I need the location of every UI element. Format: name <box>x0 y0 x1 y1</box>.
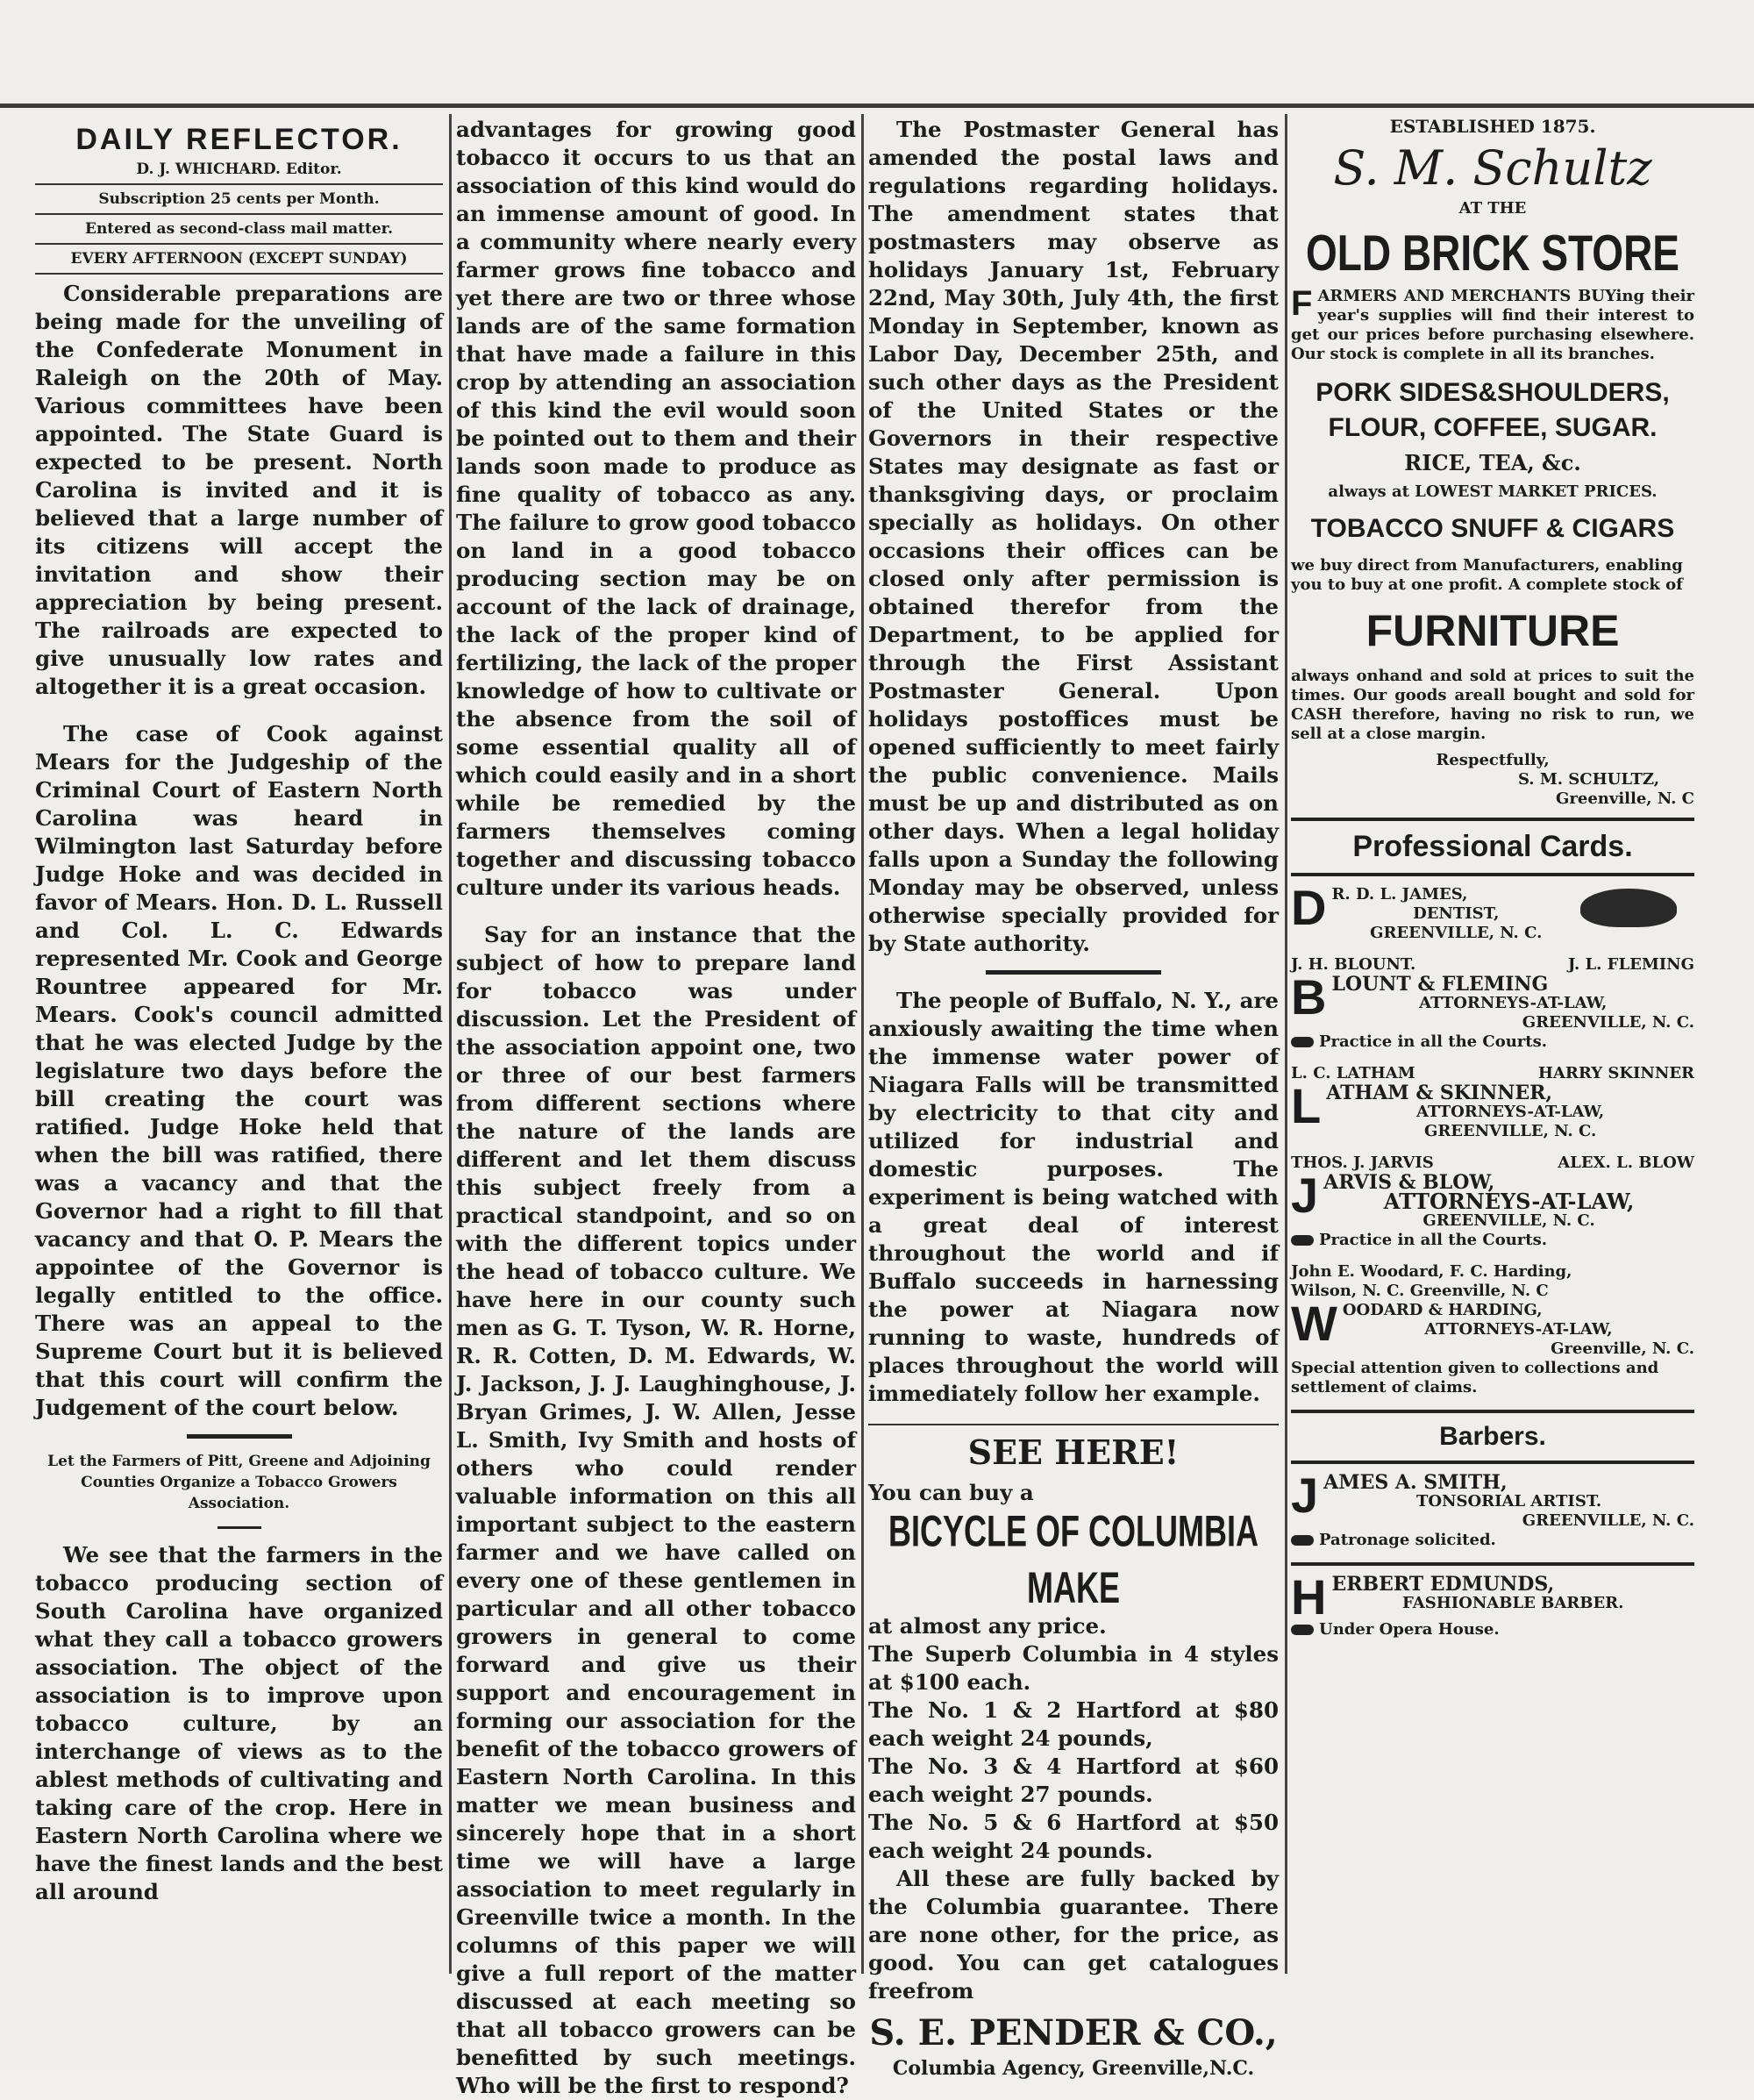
divider <box>35 183 443 185</box>
article-divider <box>187 1434 292 1439</box>
card-cap: J <box>1291 1168 1319 1223</box>
card-title: DENTIST, <box>1413 904 1500 923</box>
store-furniture: FURNITURE <box>1365 606 1620 655</box>
card-name: OODARD & HARDING, <box>1342 1301 1543 1319</box>
card-name: AMES A. SMITH, <box>1323 1471 1508 1494</box>
card-note: Special attention given to collections and settlement of claims. <box>1291 1359 1659 1396</box>
store-place: Greenville, N. C <box>1556 789 1694 808</box>
schultz-signature: S. M. Schultz <box>1333 140 1652 196</box>
professional-cards-heading: Professional Cards. <box>1352 830 1633 863</box>
column-3 <box>868 116 1279 2080</box>
pointing-hand-icon <box>1291 1235 1314 1246</box>
ad-headline: BICYCLE OF COLUMBIA MAKE <box>888 1505 1258 1613</box>
card-title: TONSORIAL ARTIST. <box>1415 1492 1602 1511</box>
card-cap: W <box>1291 1296 1337 1351</box>
store-tobacco: TOBACCO SNUFF & CIGARS <box>1310 514 1675 543</box>
article-paragraph: The people of Buffalo, N. Y., are anxiously awaiting the time when the immense water power of Niagara Falls will be transmitted by electricity to that city and utilized for industrial and domestic purposes. The experiment is being watched with a great deal of interest throughout the world and if Buffalo succeeds in harnessing the power at Niagara now running to waste, hundreds of places throughout the world will immediately follow her example. <box>868 988 1279 1406</box>
card-cap: H <box>1291 1569 1327 1625</box>
card-name: ARVIS & BLOW, <box>1323 1171 1495 1194</box>
divider <box>35 273 443 275</box>
card-partners-line: John E. Woodard, F. C. Harding, <box>1291 1262 1572 1281</box>
ad-line: The Superb Columbia in 4 styles at $100 each. <box>868 1641 1279 1695</box>
card-cap: B <box>1291 969 1327 1025</box>
store-prices: always at LOWEST MARKET PRICES. <box>1328 482 1658 501</box>
card-title: ATTORNEYS-AT-LAW, <box>1383 1189 1635 1214</box>
card-place: GREENVILLE, N. C. <box>1422 1211 1595 1230</box>
card-james <box>1291 880 1694 943</box>
section-rule <box>1291 1410 1694 1413</box>
divider <box>35 213 443 215</box>
card-partner-right: HARRY SKINNER <box>1537 1064 1694 1082</box>
ad-line: The No. 5 & 6 Hartford at $50 each weight 24 pounds. <box>868 1810 1279 1863</box>
card-cap: D <box>1291 880 1327 935</box>
article-subhead: Let the Farmers of Pitt, Greene and Adjoining Counties Organize a Tobacco Growers Association. <box>47 1453 431 1512</box>
ad-price-line: at almost any price. <box>868 1613 1107 1639</box>
store-signer: S. M. SCHULTZ, <box>1517 770 1659 789</box>
article-paragraph: The Postmaster General has amended the postal laws and regulations regarding holidays. The amendment states that postmasters may observe as holidays January 1st, February 22nd, May 30th, July 4th, the first Monday in September, known as Labor Day, December 25th, and such other days as the President of the United States or the Governors in their respective States may designate as fast or thanksgiving days, or proclaim specially as holidays. On other occasions their offices can be closed only after permission is obtained therefor from the Department, to be applied for through the First Assistant Postmaster General. Upon holidays postoffices must be opened sufficiently to meet fairly the public convenience. Mails must be up and distributed as on other days. When a legal holiday falls upon a Sunday the following Monday may be observed, unless otherwise specially provided for by State authority. <box>868 117 1279 956</box>
barbers-heading: Barbers. <box>1439 1422 1546 1451</box>
card-title: FASHIONABLE BARBER. <box>1402 1594 1624 1612</box>
card-place: GREENVILLE, N. C. <box>1423 1122 1597 1140</box>
card-note: Practice in all the Courts. <box>1319 1032 1548 1051</box>
section-rule <box>1291 1461 1694 1464</box>
card-title: ATTORNEYS-AT-LAW, <box>1416 1103 1605 1121</box>
card-name: LOUNT & FLEMING <box>1331 973 1549 996</box>
ad-intro: You can buy a <box>868 1480 1034 1505</box>
store-goods-2: FLOUR, COFFEE, SUGAR. <box>1328 413 1658 442</box>
ad-agency: Columbia Agency, Greenville,N.C. <box>892 2057 1255 2080</box>
article-paragraph: We see that the farmers in the tobacco producing section of South Carolina have organized what they call a tobacco growers association. The object of the association is to improve upon tobacco culture, by an interchange of views as to the ablest methods of cultivating and taking care of the crop. Here in Eastern North Carolina where we have the finest lands and the best all around <box>35 1542 443 1904</box>
card-partner-left: L. C. LATHAM <box>1291 1064 1415 1082</box>
ad-body: All these are fully backed by the Columbia guarantee. There are none other, for the price, as good. You can get catalogues freefrom <box>868 1866 1279 2004</box>
card-partner-left: THOS. J. JARVIS <box>1291 1154 1434 1172</box>
masthead-title: DAILY REFLECTOR. <box>75 123 403 156</box>
card-title: ATTORNEYS-AT-LAW, <box>1424 1320 1613 1339</box>
card-place: GREENVILLE, N. C. <box>1522 1511 1694 1530</box>
card-partner-left: J. H. BLOUNT. <box>1291 955 1416 974</box>
store-respectfully: Respectfully, <box>1436 751 1550 769</box>
store-intro-text: ARMERS AND MERCHANTS BUYing their year's supplies will find their interest to get our prices before purchasing elsewhere. Our stock is complete in all its branches. <box>1291 287 1694 363</box>
store-goods-1: PORK SIDES&SHOULDERS, <box>1316 378 1670 407</box>
card-smith <box>1291 1468 1694 1550</box>
article-paragraph: advantages for growing good tobacco it occurs to us that an association of this kind would do an immense amount of good. In a community where nearly every farmer grows fine tobacco and yet there are two or three whose lands are of the same formation that have made a failure in this crop by attending an association of this kind the evil would soon be pointed out to them and their lands soon made to produce as fine quality of tobacco as any. The failure to grow good tobacco on land in a good tobacco producing section may be on account of the lack of drainage, the lack of the proper kind of fertilizing, the lack of the proper knowledge of how to cultivate or the absence from the soil of some essential quality all of which could easily and in a short while be remedied by the farmers themselves coming together and discussing tobacco culture under its various heads. <box>456 117 856 900</box>
established-line: ESTABLISHED 1875. <box>1389 116 1596 137</box>
card-latham <box>1291 1064 1694 1141</box>
card-edmunds <box>1291 1569 1694 1639</box>
masthead-subscription: Subscription 25 cents per Month. <box>98 190 380 208</box>
divider <box>868 1424 1279 1425</box>
section-rule <box>1291 1562 1694 1566</box>
article-paragraph: The case of Cook against Mears for the Judgeship of the Criminal Court of Eastern North Carolina was heard in Wilmington last Saturday before Judge Hoke and was decided in favor of Mears. Hon. D. L. Russell and Col. L. C. Edwards represented Mr. Cook and George Rountree appeared for Mr. Mears. Cook's council admitted that he was elected Judge by the legislature two days before the bill creating the court was ratified. Judge Hoke held that when the bill was ratified, there was a vacancy and that the Governor had a right to fill that vacancy and that O. P. Mears the appointee of the Governor is legally entitled to the office. There was an appeal to the Supreme Court but it is believed that this court will confirm the Judgement of the court below. <box>35 721 443 1420</box>
masthead-editor: D. J. WHICHARD. Editor. <box>136 161 342 178</box>
ad-line: The No. 1 & 2 Hartford at $80 each weight 24 pounds, <box>868 1697 1279 1751</box>
article-paragraph: Considerable preparations are being made for the unveiling of the Confederate Monument in Raleigh on the 20th of May. Various committees have been appointed. The State Guard is expected to be present. North Carolina is invited and it is believed that a large number of its citizens will accept the invitation and show their appreciation by being present. The railroads are expected to give unusually low rates and altogether it is a great occasion. <box>35 281 443 699</box>
card-note: Under Opera House. <box>1319 1620 1500 1639</box>
section-rule <box>1291 818 1694 821</box>
card-partners-line: Wilson, N. C. Greenville, N. C <box>1291 1282 1549 1300</box>
card-title: ATTORNEYS-AT-LAW, <box>1419 994 1608 1012</box>
card-note: Patronage solicited. <box>1319 1531 1496 1549</box>
article-divider <box>986 970 1161 975</box>
pointing-hand-icon <box>1291 1037 1314 1047</box>
tooth-icon <box>1580 889 1677 927</box>
card-partner-right: J. L. FLEMING <box>1567 955 1694 974</box>
ad-line: The No. 3 & 4 Hartford at $60 each weight 27 pounds. <box>868 1754 1279 1807</box>
store-intro-cap: F <box>1291 284 1313 323</box>
pointing-hand-icon <box>1291 1625 1314 1635</box>
card-cap: L <box>1291 1078 1322 1133</box>
store-name: OLD BRICK STORE <box>1306 224 1679 282</box>
column-rule <box>861 114 864 1974</box>
card-partner-right: ALEX. L. BLOW <box>1558 1154 1694 1172</box>
column-2 <box>456 116 856 2098</box>
card-place: GREENVILLE, N. C. <box>1522 1013 1694 1032</box>
card-name: ATHAM & SKINNER, <box>1326 1082 1553 1104</box>
card-name: R. D. L. JAMES, <box>1331 885 1468 904</box>
column-1 <box>35 116 443 2054</box>
pointing-hand-icon <box>1291 1535 1314 1546</box>
masthead-schedule: EVERY AFTERNOON (EXCEPT SUNDAY) <box>70 250 408 268</box>
article-paragraph: Say for an instance that the subject of how to prepare land for tobacco was under discussion. Let the President of the association appoint one, two or three of our best farmers from different sections where the nature of the lands are different and let them discuss this subject freely from a practical standpoint, and so on with the different topics under the head of tobacco culture. We have here in our county such men as G. T. Tyson, W. R. Horne, R. R. Cotten, D. M. Edwards, W. J. Jackson, J. J. Laughinghouse, J. Bryan Grimes, J. W. Allen, Jesse L. Smith, Ivy Smith and hosts of others who could render valuable information on this all important subject to the eastern farmer and we have called on every one of these gentlemen in particular and all other tobacco growers in general to come forward and give us their support and encouragement in forming our association for the benefit of the tobacco growers of Eastern North Carolina. In this matter we mean business and sincerely hope that in a short time we will have a large association to meet regularly in Greenville twice a month. In the columns of this paper we will give a full report of the matter discussed at each meeting so that all tobacco growers can be benefitted by such meetings. Who will be the first to respond? <box>456 922 856 2098</box>
card-place: Greenville, N. C. <box>1551 1339 1694 1358</box>
article-divider <box>217 1526 261 1529</box>
card-blount <box>1291 955 1694 1052</box>
ad-dealer: S. E. PENDER & CO., <box>869 2012 1278 2054</box>
store-furniture-text: always onhand and sold at prices to suit the times. Our goods areall bought and sold for CASH therefore, having no risk to run, we sell at a close margin. <box>1291 667 1694 743</box>
masthead-entered: Entered as second-class mail matter. <box>84 220 393 238</box>
card-place: GREENVILLE, N. C. <box>1370 924 1543 942</box>
divider <box>35 243 443 245</box>
column-rule <box>449 114 452 1974</box>
store-intro <box>1291 284 1694 364</box>
card-woodard <box>1291 1262 1694 1397</box>
card-name: ERBERT EDMUNDS, <box>1331 1573 1555 1596</box>
column-4 <box>1291 116 1694 2054</box>
section-rule <box>1291 873 1694 876</box>
top-rule <box>0 104 1754 108</box>
card-note: Practice in all the Courts. <box>1319 1231 1548 1249</box>
at-the-line: AT THE <box>1458 199 1527 218</box>
store-goods-3: RICE, TEA, &c. <box>1404 450 1581 475</box>
card-cap: J <box>1291 1468 1319 1523</box>
store-direct: we buy direct from Manufacturers, enabling you to buy at one profit. A complete stock of <box>1291 556 1683 594</box>
card-jarvis <box>1291 1154 1694 1250</box>
column-rule <box>1285 114 1287 1974</box>
ad-heading: SEE HERE! <box>967 1432 1180 1472</box>
